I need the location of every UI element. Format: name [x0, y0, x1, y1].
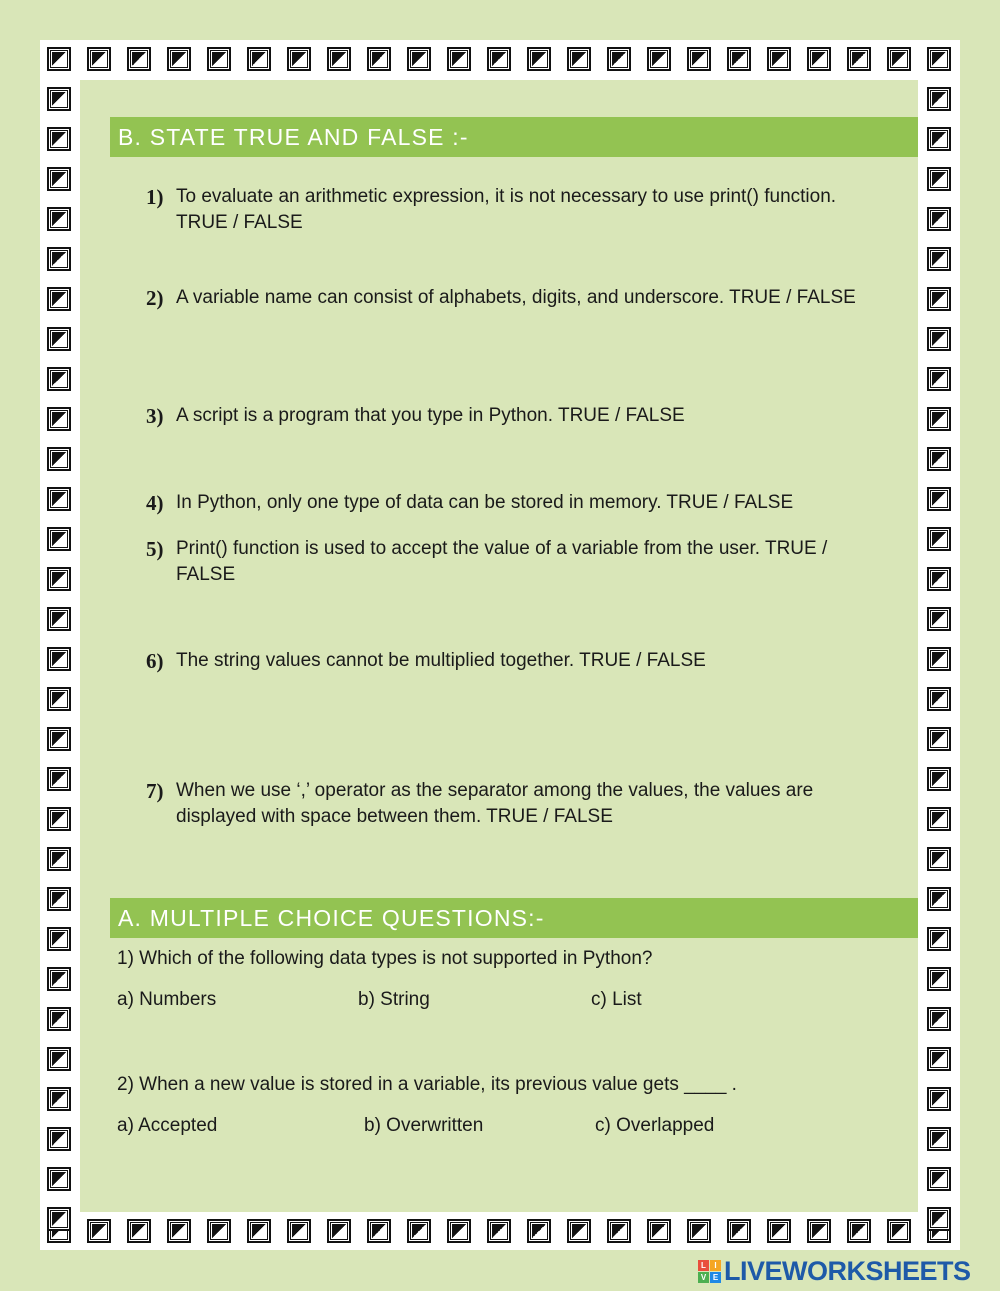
question-text: When we use ‘,’ operator as the separator among the values, the values are displayed with space between them. TRUE / FALSE: [176, 780, 814, 827]
diagonal-square-tile-icon: [367, 47, 391, 71]
diagonal-square-tile-icon: [767, 1219, 791, 1243]
tf-question-7: [146, 778, 886, 830]
liveworksheets-logo[interactable]: [698, 1257, 971, 1285]
diagonal-square-tile-icon: [927, 447, 951, 471]
tf-question-5: [146, 536, 886, 588]
diagonal-square-tile-icon: [927, 367, 951, 391]
diagonal-square-tile-icon: [327, 1219, 351, 1243]
diagonal-square-tile-icon: [87, 47, 111, 71]
logo-mark-icon: [698, 1260, 721, 1283]
diagonal-square-tile-icon: [87, 1219, 111, 1243]
diagonal-square-tile-icon: [927, 87, 951, 111]
diagonal-square-tile-icon: [527, 47, 551, 71]
diagonal-square-tile-icon: [767, 47, 791, 71]
diagonal-square-tile-icon: [47, 607, 71, 631]
question-number: 3): [146, 404, 164, 428]
diagonal-square-tile-icon: [927, 47, 951, 71]
diagonal-square-tile-icon: [47, 967, 71, 991]
question-text: In Python, only one type of data can be stored in memory. TRUE / FALSE: [176, 492, 794, 513]
diagonal-square-tile-icon: [247, 47, 271, 71]
question-number: 2): [146, 286, 164, 310]
diagonal-square-tile-icon: [927, 727, 951, 751]
diagonal-square-tile-icon: [927, 1047, 951, 1071]
diagonal-square-tile-icon: [927, 767, 951, 791]
diagonal-square-tile-icon: [927, 487, 951, 511]
question-text: A script is a program that you type in Python. TRUE / FALSE: [176, 405, 685, 426]
logo-letter: V: [698, 1272, 709, 1283]
mcq-q1-option-c[interactable]: c) List: [591, 989, 642, 1010]
diagonal-square-tile-icon: [727, 47, 751, 71]
diagonal-square-tile-icon: [327, 47, 351, 71]
diagonal-square-tile-icon: [247, 1219, 271, 1243]
diagonal-square-tile-icon: [167, 1219, 191, 1243]
diagonal-square-tile-icon: [127, 1219, 151, 1243]
mcq-q2-option-c[interactable]: c) Overlapped: [595, 1115, 715, 1136]
diagonal-square-tile-icon: [607, 47, 631, 71]
diagonal-square-tile-icon: [927, 207, 951, 231]
question-number: 6): [146, 649, 164, 673]
diagonal-square-tile-icon: [687, 1219, 711, 1243]
diagonal-square-tile-icon: [47, 247, 71, 271]
logo-letter: I: [710, 1260, 721, 1271]
diagonal-square-tile-icon: [807, 1219, 831, 1243]
diagonal-square-tile-icon: [887, 1219, 911, 1243]
section-heading-mcq: A. MULTIPLE CHOICE QUESTIONS:-: [110, 898, 918, 938]
mcq-q2-option-a[interactable]: a) Accepted: [117, 1115, 218, 1136]
diagonal-square-tile-icon: [927, 647, 951, 671]
question-number: 5): [146, 537, 164, 561]
diagonal-square-tile-icon: [47, 367, 71, 391]
diagonal-square-tile-icon: [47, 687, 71, 711]
diagonal-square-tile-icon: [927, 327, 951, 351]
logo-text: LIVEWORKSHEETS: [724, 1255, 971, 1286]
diagonal-square-tile-icon: [47, 1007, 71, 1031]
diagonal-square-tile-icon: [887, 47, 911, 71]
diagonal-square-tile-icon: [927, 807, 951, 831]
diagonal-square-tile-icon: [607, 1219, 631, 1243]
diagonal-square-tile-icon: [47, 87, 71, 111]
diagonal-square-tile-icon: [927, 607, 951, 631]
diagonal-square-tile-icon: [47, 887, 71, 911]
question-number: 7): [146, 779, 164, 803]
diagonal-square-tile-icon: [367, 1219, 391, 1243]
mcq-q1-option-a[interactable]: a) Numbers: [117, 989, 217, 1010]
question-number: 4): [146, 491, 164, 515]
diagonal-square-tile-icon: [47, 527, 71, 551]
diagonal-square-tile-icon: [487, 47, 511, 71]
diagonal-square-tile-icon: [407, 1219, 431, 1243]
diagonal-square-tile-icon: [927, 687, 951, 711]
diagonal-square-tile-icon: [47, 1167, 71, 1191]
diagonal-square-tile-icon: [927, 407, 951, 431]
diagonal-square-tile-icon: [927, 567, 951, 591]
diagonal-square-tile-icon: [927, 887, 951, 911]
diagonal-square-tile-icon: [927, 247, 951, 271]
diagonal-square-tile-icon: [47, 567, 71, 591]
diagonal-square-tile-icon: [927, 847, 951, 871]
diagonal-square-tile-icon: [927, 527, 951, 551]
tf-question-3: [146, 403, 886, 429]
tf-question-6: [146, 648, 886, 674]
logo-letter: L: [698, 1260, 709, 1271]
diagonal-square-tile-icon: [487, 1219, 511, 1243]
mcq-q2-option-b[interactable]: b) Overwritten: [364, 1115, 484, 1136]
diagonal-square-tile-icon: [927, 1207, 951, 1231]
diagonal-square-tile-icon: [687, 47, 711, 71]
diagonal-square-tile-icon: [47, 927, 71, 951]
diagonal-square-tile-icon: [47, 1127, 71, 1151]
diagonal-square-tile-icon: [287, 47, 311, 71]
diagonal-square-tile-icon: [447, 47, 471, 71]
diagonal-square-tile-icon: [47, 727, 71, 751]
diagonal-square-tile-icon: [567, 1219, 591, 1243]
diagonal-square-tile-icon: [127, 47, 151, 71]
diagonal-square-tile-icon: [47, 1047, 71, 1071]
tf-question-1: [146, 184, 886, 236]
diagonal-square-tile-icon: [927, 287, 951, 311]
diagonal-square-tile-icon: [927, 1007, 951, 1031]
diagonal-square-tile-icon: [287, 1219, 311, 1243]
diagonal-square-tile-icon: [647, 47, 671, 71]
diagonal-square-tile-icon: [47, 407, 71, 431]
diagonal-square-tile-icon: [47, 487, 71, 511]
diagonal-square-tile-icon: [47, 847, 71, 871]
diagonal-square-tile-icon: [47, 1207, 71, 1231]
diagonal-square-tile-icon: [47, 47, 71, 71]
question-number: 1): [146, 185, 164, 209]
question-text: To evaluate an arithmetic expression, it is not necessary to use print() function. TRUE / FALSE: [176, 186, 837, 233]
diagonal-square-tile-icon: [927, 167, 951, 191]
diagonal-square-tile-icon: [47, 127, 71, 151]
diagonal-square-tile-icon: [47, 807, 71, 831]
diagonal-square-tile-icon: [447, 1219, 471, 1243]
diagonal-square-tile-icon: [527, 1219, 551, 1243]
mcq-question-2: 2) When a new value is stored in a variable, its previous value gets ____ .: [117, 1074, 737, 1095]
diagonal-square-tile-icon: [927, 1167, 951, 1191]
diagonal-square-tile-icon: [807, 47, 831, 71]
diagonal-square-tile-icon: [47, 167, 71, 191]
diagonal-square-tile-icon: [47, 287, 71, 311]
diagonal-square-tile-icon: [927, 967, 951, 991]
worksheet-content-area: [80, 80, 918, 1212]
diagonal-square-tile-icon: [47, 327, 71, 351]
logo-letter: E: [710, 1272, 721, 1283]
diagonal-square-tile-icon: [47, 1087, 71, 1111]
mcq-q1-option-b[interactable]: b) String: [358, 989, 430, 1010]
diagonal-square-tile-icon: [47, 647, 71, 671]
section-heading-true-false: B. STATE TRUE AND FALSE :-: [110, 117, 918, 157]
diagonal-square-tile-icon: [167, 47, 191, 71]
diagonal-square-tile-icon: [927, 1087, 951, 1111]
diagonal-square-tile-icon: [407, 47, 431, 71]
diagonal-square-tile-icon: [47, 767, 71, 791]
tf-question-4: [146, 490, 886, 516]
mcq-question-1: 1) Which of the following data types is not supported in Python?: [117, 948, 653, 969]
diagonal-square-tile-icon: [927, 927, 951, 951]
diagonal-square-tile-icon: [207, 1219, 231, 1243]
question-text: The string values cannot be multiplied together. TRUE / FALSE: [176, 650, 706, 671]
diagonal-square-tile-icon: [847, 47, 871, 71]
diagonal-square-tile-icon: [47, 207, 71, 231]
diagonal-square-tile-icon: [567, 47, 591, 71]
question-text: A variable name can consist of alphabets, digits, and underscore. TRUE / FALSE: [176, 287, 856, 308]
question-text: Print() function is used to accept the value of a variable from the user. TRUE / FALSE: [176, 538, 828, 585]
diagonal-square-tile-icon: [727, 1219, 751, 1243]
diagonal-square-tile-icon: [47, 447, 71, 471]
diagonal-square-tile-icon: [847, 1219, 871, 1243]
diagonal-square-tile-icon: [927, 127, 951, 151]
diagonal-square-tile-icon: [927, 1127, 951, 1151]
diagonal-square-tile-icon: [647, 1219, 671, 1243]
tf-question-2: [146, 285, 886, 311]
diagonal-square-tile-icon: [207, 47, 231, 71]
